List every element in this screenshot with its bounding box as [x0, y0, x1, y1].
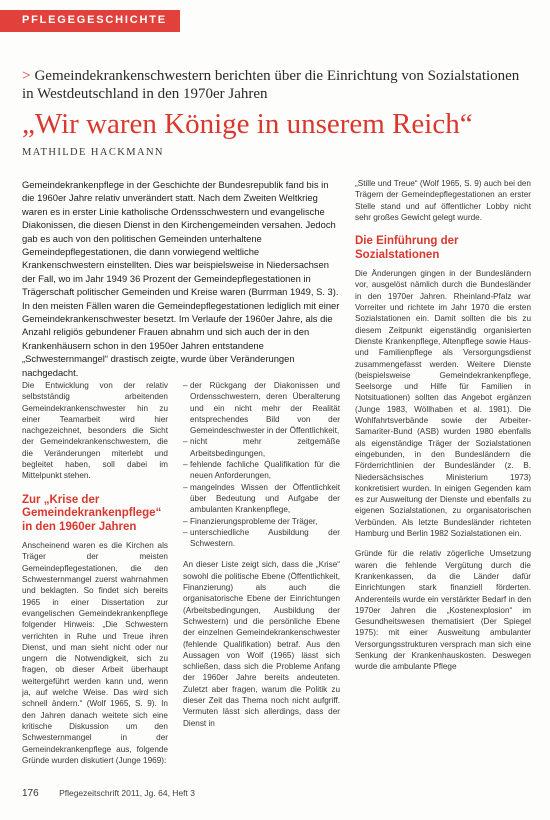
body-paragraph: An dieser Liste zeigt sich, dass die „Krise“ sowohl die politische Ebene (Öffentlichkeit, Finanzierung) als auch die organisatorische Ebene der Einrichtungen (Arbeitsbedingungen, Ausbildung der Schwestern) und die persönliche Ebene der einzelnen Gemeindekrankenschwester (fehlende Qualifikation) betraf. Aus den Aussagen von Wolf (1965) lässt sich schließen, dass sich die Probleme Anfang der 1960er Jahre bereits andeuteten. Zuletzt aber fragen, warum die Politik zu dieser Zeit das Thema noch nicht aufgriff. Vermuten lässt sich allerdings, dass der Dienst in [183, 560, 340, 728]
list-item: – nicht mehr zeitgemäße Arbeitsbedingungen, [183, 436, 340, 459]
subheading-krise: Zur „Krise der Gemeindekrankenpflege“ in den 1960er Jahren [22, 493, 162, 533]
list-item: – Finanzierungsprobleme der Träger, [183, 516, 340, 527]
page-footer [22, 788, 195, 799]
reasons-list [183, 380, 340, 549]
body-paragraph: Anscheinend waren es die Kirchen als Träger der meisten Gemeindepflegestationen, die den Schwesternmangel zuerst wahrnahmen und beklagten. So findet sich bereits 1965 in einer Dissertation zur evangelischen Gemeindekrankenpflege folgender Hinweis: „Die Schwestern verrichten in Ruhe und Treue ihren Dienst, und man sieht nicht oder nur ungern die Notwendigkeit, sich zu fragen, ob dieser Arbeit überhaupt weitergeführt werden kann und, wenn ja, auf welche Weise. Das wird sich schnell ändern.“ (Wolf 1965, S. 9). In den Jahren danach weitete sich eine kritische Diskussion um den Schwesternmangel in der Gemeindekrankenpflege aus, folgende Gründe wurden diskutiert (Junge 1969): [22, 541, 168, 765]
page-number: 176 [22, 788, 39, 799]
kicker-subtitle [22, 67, 522, 103]
intro-paragraph: Die Entwicklung von der relativ selbstständig arbeitenden Gemeindekrankenschwester hin zu einer Teamarbeit wird hier nachgezeichnet, besonders die Sicht der Gemeindekrankenschwestern, die die Veränderungen miterlebt und begleitet haben, soll dabei im Mittelpunkt stehen. [22, 381, 168, 481]
author-name: MATHILDE HACKMANN [22, 147, 164, 158]
list-item: – der Rückgang der Diakonissen und Ordensschwestern, deren Überalterung und ein nicht mehr der Realität entsprechendes Bild von der Gemeindeschwester in der Öffentlichkeit, [183, 380, 340, 436]
article-headline: „Wir waren Könige in unserem Reich“ [22, 108, 473, 140]
list-item: – unterschiedliche Ausbildung der Schwestern. [183, 527, 340, 550]
continuation-paragraph: „Stille und Treue“ (Wolf 1965, S. 9) auch bei den Trägern der Gemeindepflegestationen an erster Stelle stand und auf öffentlicher Lobby nicht sehr großes Gewicht gelegt wurde. [355, 179, 531, 222]
lead-paragraph [22, 178, 340, 379]
column-middle [183, 380, 340, 729]
kicker-text: Gemeindekrankenschwestern berichten über die Einrichtung von Sozialstationen in Westdeutschland in den 1970er Jahren [22, 68, 520, 102]
list-item: – mangelndes Wissen der Öffentlichkeit über Bedeutung und Aufgabe der ambulanten Krankenpflege, [183, 482, 340, 516]
journal-citation: Pflegezeitschrift 2011, Jg. 64, Heft 3 [59, 788, 195, 798]
arrow-right-icon: > [22, 68, 31, 84]
list-item: – fehlende fachliche Qualifikation für die neuen Anforderungen, [183, 459, 340, 482]
section-label: PFLEGEGESCHICHTE [22, 14, 167, 26]
section-banner [0, 10, 180, 32]
subheading-sozialstationen: Die Einführung der Sozialstationen [355, 235, 459, 261]
lead-text: Gemeindekrankenpflege in der Geschichte der Bundesrepublik fand bis in die 1960er Jahre relativ unverändert statt. Nach dem Zweiten Weltkrieg waren es in erster Linie katholische Ordensschwestern und evangelische Diakonissen, die diesen Dienst in den Kirchengemeinden versahen. Jedoch gab es auch von den politischen Gemeinden unterhaltene Gemeindepflegestationen, die dann vorwiegend weltliche Krankenschwestern einstellten. Dies war beispielsweise in Niedersachsen der Fall, wo im Jahr 1949 36 Prozent der Gemeindepflegestationen in Trägerschaft politischer Gemeinden und Kreise waren (Burrman 1949, S. 3). In den meisten Fällen waren die Gemeindepflegestationen lediglich mit einer Gemeindekrankenschwester besetzt. Im Verlaufe der 1960er Jahre, als die Anzahl religiös gebundener Frauen abnahm und sich auch der in den Krankenhäusern schon in den 1950er Jahren entstandene „Schwesternmangel“ drastisch zeigte, wurde über Veränderungen nachgedacht. [22, 179, 340, 378]
column-right [355, 178, 531, 673]
body-paragraph: Gründe für die relativ zögerliche Umsetzung waren die fehlende Vergütung durch die Krankenkassen, da die Länder dafür Einrichtungen stark finanziell förderten. Anderenteils wurde ein verstärkter Bedarf in den 1970er Jahren die „Kostenexplosion“ im Gesundheitswesen thematisiert (Der Spiegel 1975): mit einer Ausweitung ambulanter Versorgungsstrukturen versprach man sich eine Senkung der Krankenhauskosten. Deswegen wurde die ambulante Pflege [355, 549, 531, 672]
column-left [22, 380, 168, 766]
body-paragraph: Die Änderungen gingen in der Bundesländern vor, ausgelöst nämlich durch die Bundesländer in den 1970er Jahren. Rheinland-Pfalz war Vorreiter und richtete im Jahr 1970 die ersten Sozialstationen ein. Damit sollten die bis zu diesem Zeitpunkt eigenständig organisierten Dienste Krankenpflege, Altenpflege sowie Haus- und Familienpflege als Versorgungsdienst zusammengefasst werden. Weitere Dienste (beispielsweise Gemeindekrankenpflege, Seelsorge und Hilfe für Familien in Notsituationen) sollten das Angebot ergänzen (Junge 1983, Wöllhaben et al. 1981). Die Wohlfahrtsverbände sowie der Arbeiter-Samariter-Bund (ASB) wurden 1980 ebenfalls als eigenständige Träger der Sozialstationen eingebunden, in den Bundesländern die Förderrichtlinien der Bundesländer (z. B. Niedersächsisches Ministerium 1973) konkretisiert wurden. In einigen Gegenden kam es zur Ausweitung der Dienste und ebenfalls zu eigenen Sozialstationen, zu organisatorischen Verbünden. Als letzte Bundesländer richteten Hamburg und Berlin 1982 Sozialstationen ein. [355, 269, 531, 539]
